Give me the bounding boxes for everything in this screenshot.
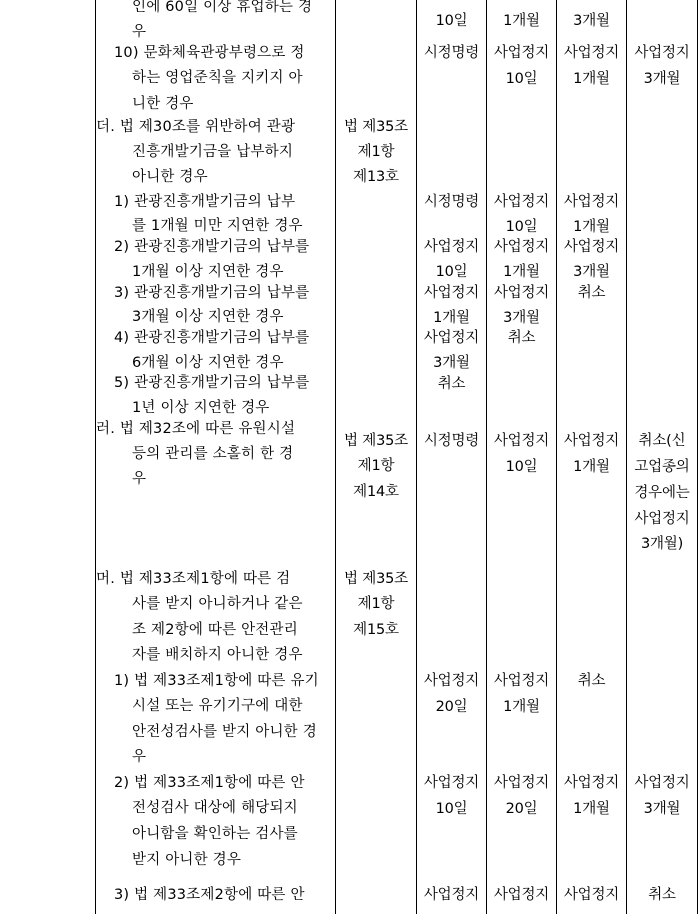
penalty-second: 10일 (505, 459, 538, 475)
penalty-first: 10일 (435, 13, 468, 29)
violation-text: 3) 관광진흥개발기금의 납부를 (114, 285, 310, 301)
penalty-second: 사업정지 (493, 194, 550, 210)
penalty-first: 사업정지 (423, 775, 480, 791)
penalty-first: 사업정지 (423, 239, 480, 255)
violation-text: 전성검사 대상에 해당되지 (132, 800, 298, 816)
violation-text: 안전성검사를 받지 아니한 경 (132, 724, 317, 740)
violation-text: 1년 이상 지연한 경우 (132, 400, 270, 416)
penalty-first: 사업정지 (423, 330, 480, 346)
penalty-first: 취소 (437, 376, 466, 392)
violation-heading: 머. 법 제33조제1항에 따른 검 (96, 571, 291, 587)
legal-basis: 제14호 (353, 484, 399, 500)
penalty-second: 사업정지 (493, 775, 550, 791)
penalty-first: 시정명령 (423, 194, 480, 210)
violation-heading: 사를 받지 아니하거나 같은 (132, 596, 303, 612)
penalty-third: 취소 (577, 673, 606, 689)
penalty-first: 시정명령 (423, 433, 480, 449)
penalty-second: 사업정지 (493, 239, 550, 255)
penalty-first: 20일 (435, 699, 468, 715)
legal-basis: 제1항 (357, 144, 395, 160)
penalty-second: 3개월 (503, 310, 540, 326)
penalty-first: 사업정지 (423, 673, 480, 689)
penalty-third: 1개월 (573, 459, 610, 475)
penalty-fourth: 취소 (648, 887, 676, 903)
penalty-fourth: 사업정지 (634, 775, 690, 791)
violation-text: 하는 영업준칙을 지키지 아 (132, 70, 303, 86)
penalty-third: 사업정지 (563, 887, 620, 903)
penalty-second: 1개월 (503, 699, 540, 715)
violation-text: 1) 법 제33조제1항에 따른 유기 (114, 673, 319, 689)
violation-text: 3) 법 제33조제2항에 따른 안 (114, 887, 305, 903)
violation-text: 6개월 이상 지연한 경우 (132, 355, 284, 371)
violation-text: 우 (132, 749, 147, 765)
violation-text: 10) 문화체육관광부령으로 정 (114, 45, 305, 61)
penalty-second: 1개월 (503, 13, 540, 29)
penalty-fourth: 사업정지 (634, 511, 690, 527)
violation-text: 시설 또는 유기기구에 대한 (132, 698, 303, 714)
violation-text: 를 1개월 미만 지연한 경우 (132, 218, 303, 234)
penalty-first: 사업정지 (423, 285, 480, 301)
violation-text: 4) 관광진흥개발기금의 납부를 (114, 330, 310, 346)
penalty-third: 3개월 (573, 13, 610, 29)
violation-heading: 더. 법 제30조를 위반하여 관광 (96, 119, 296, 135)
penalty-second: 10일 (505, 71, 538, 87)
violation-text: 받지 아니한 경우 (132, 852, 242, 868)
violation-text: 니한 경우 (132, 96, 194, 112)
penalty-first: 10일 (435, 264, 468, 280)
penalty-second: 사업정지 (493, 285, 550, 301)
violation-heading: 등의 관리를 소홀히 한 경 (132, 446, 294, 462)
penalty-third: 사업정지 (563, 194, 620, 210)
violation-text: 아니함을 확인하는 검사를 (132, 826, 298, 842)
violation-text: 1개월 이상 지연한 경우 (132, 264, 284, 280)
legal-basis: 법 제35조 (344, 571, 408, 587)
penalty-third: 사업정지 (563, 239, 620, 255)
legal-basis: 제1항 (357, 458, 395, 474)
table-border-left (95, 0, 96, 914)
violation-heading: 조 제2항에 따른 안전관리 (132, 622, 298, 638)
penalty-fourth: 3개월) (640, 536, 684, 552)
penalty-third: 3개월 (573, 264, 610, 280)
penalty-third: 사업정지 (563, 433, 620, 449)
penalty-third: 사업정지 (563, 775, 620, 791)
violation-text: 인에 60일 이상 휴업하는 경 (132, 0, 313, 15)
violation-text: 3개월 이상 지연한 경우 (132, 309, 284, 325)
legal-basis: 제1항 (357, 596, 395, 612)
penalty-fourth: 사업정지 (634, 45, 690, 61)
legal-basis: 제15호 (353, 622, 399, 638)
penalty-third: 1개월 (573, 219, 610, 235)
violation-text: 2) 관광진흥개발기금의 납부를 (114, 239, 310, 255)
penalty-second: 사업정지 (493, 45, 550, 61)
violation-heading: 아니한 경우 (132, 169, 208, 185)
violation-text: 5) 관광진흥개발기금의 납부를 (114, 375, 310, 391)
penalty-fourth: 경우에는 (634, 485, 690, 501)
legal-basis: 법 제35조 (344, 433, 408, 449)
penalty-fourth: 3개월 (643, 71, 681, 87)
penalty-second: 사업정지 (493, 887, 550, 903)
penalty-third: 1개월 (573, 801, 610, 817)
penalty-first: 시정명령 (423, 45, 480, 61)
table-border-right (697, 0, 698, 914)
violation-heading: 자를 배치하지 아니한 경우 (132, 647, 303, 663)
penalty-second: 1개월 (503, 264, 540, 280)
violation-text: 1) 관광진흥개발기금의 납부 (114, 194, 296, 210)
violation-heading: 진흥개발기금을 납부하지 (132, 144, 294, 160)
penalty-first: 사업정지 (423, 887, 480, 903)
penalty-second: 20일 (505, 801, 538, 817)
penalty-second: 사업정지 (493, 673, 550, 689)
violation-heading: 러. 법 제32조에 따른 유원시설 (96, 421, 296, 437)
penalty-first: 10일 (435, 801, 468, 817)
penalty-fourth: 고업종의 (634, 459, 690, 475)
legal-basis: 제13호 (353, 169, 399, 185)
penalty-second: 사업정지 (493, 433, 550, 449)
penalty-first: 3개월 (433, 355, 470, 371)
violation-text: 우 (132, 24, 147, 40)
penalty-fourth: 3개월 (643, 801, 681, 817)
penalty-second: 취소 (507, 330, 536, 346)
penalty-third: 사업정지 (563, 45, 620, 61)
penalty-third: 취소 (577, 285, 606, 301)
penalty-second: 10일 (505, 219, 538, 235)
penalty-third: 1개월 (573, 71, 610, 87)
penalty-first: 1개월 (433, 310, 470, 326)
violation-heading: 우 (132, 471, 147, 487)
penalty-fourth: 취소(신 (638, 433, 686, 449)
legal-basis: 법 제35조 (344, 119, 408, 135)
violation-text: 2) 법 제33조제1항에 따른 안 (114, 775, 305, 791)
